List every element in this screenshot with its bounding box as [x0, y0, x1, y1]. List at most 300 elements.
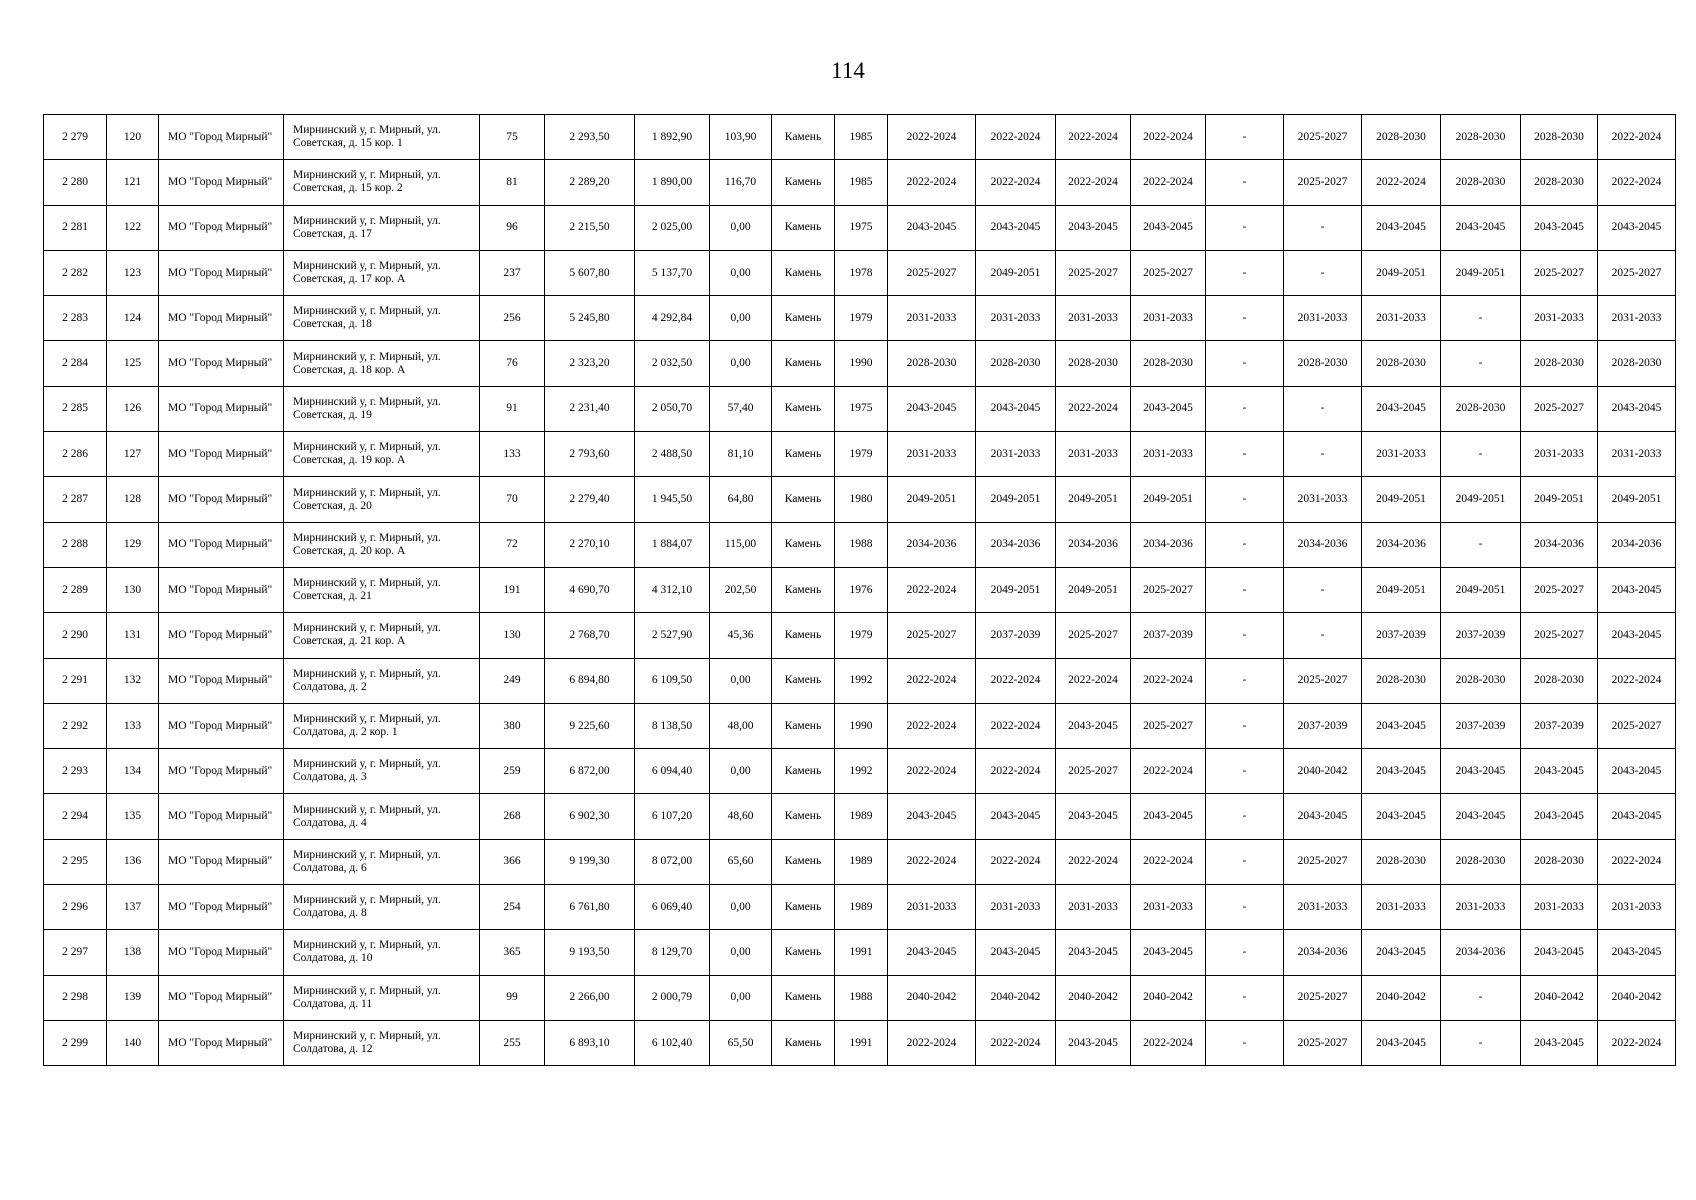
address-cell: Мирнинский у, г. Мирный, ул. Солдатова, д. 2 кор. 1 — [284, 703, 480, 748]
roof-repair-period-cell: 2025-2027 — [888, 613, 976, 658]
foundation-period-cell: - — [1284, 386, 1362, 431]
foundation-period-cell: - — [1284, 205, 1362, 250]
living-area-cell: 2 032,50 — [635, 341, 710, 386]
municipality-cell: МО "Город Мирный" — [159, 613, 284, 658]
electric-supply-period-cell: 2040-2042 — [1598, 975, 1676, 1020]
municipality-cell: МО "Город Мирный" — [159, 658, 284, 703]
construction-year-cell: 1990 — [835, 341, 888, 386]
residents-count-cell: 72 — [480, 522, 545, 567]
electric-supply-period-cell: 2043-2045 — [1598, 386, 1676, 431]
water-supply-period-cell: 2043-2045 — [1441, 794, 1521, 839]
heating-period-cell: 2028-2030 — [1362, 115, 1441, 160]
foundation-period-cell: 2031-2033 — [1284, 296, 1362, 341]
roof-repair-period-cell: 2043-2045 — [888, 930, 976, 975]
local-number-cell: 121 — [107, 160, 159, 205]
construction-year-cell: 1988 — [835, 975, 888, 1020]
local-number-cell: 138 — [107, 930, 159, 975]
registry-number-cell: 2 293 — [44, 749, 107, 794]
living-area-cell: 1 945,50 — [635, 477, 710, 522]
table-row — [44, 477, 1676, 522]
sewerage-period-cell: 2043-2045 — [1521, 930, 1598, 975]
table-row — [44, 794, 1676, 839]
total-area-cell: 2 768,70 — [545, 613, 635, 658]
non-residential-area-cell: 0,00 — [710, 975, 772, 1020]
address-cell: Мирнинский у, г. Мирный, ул. Советская, д. 20 кор. А — [284, 522, 480, 567]
residents-count-cell: 130 — [480, 613, 545, 658]
foundation-period-cell: 2025-2027 — [1284, 160, 1362, 205]
total-area-cell: 2 231,40 — [545, 386, 635, 431]
construction-year-cell: 1980 — [835, 477, 888, 522]
engineering-systems-period-cell: 2025-2027 — [1131, 567, 1206, 612]
total-area-cell: 9 199,30 — [545, 839, 635, 884]
local-number-cell: 132 — [107, 658, 159, 703]
table-row — [44, 703, 1676, 748]
facade-repair-period-cell: 2022-2024 — [976, 658, 1056, 703]
address-cell: Мирнинский у, г. Мирный, ул. Советская, д. 19 — [284, 386, 480, 431]
local-number-cell: 128 — [107, 477, 159, 522]
registry-number-cell: 2 294 — [44, 794, 107, 839]
total-area-cell: 2 323,20 — [545, 341, 635, 386]
facade-repair-period-cell: 2043-2045 — [976, 794, 1056, 839]
foundation-period-cell: 2025-2027 — [1284, 839, 1362, 884]
construction-year-cell: 1991 — [835, 930, 888, 975]
total-area-cell: 6 894,80 — [545, 658, 635, 703]
living-area-cell: 6 094,40 — [635, 749, 710, 794]
residents-count-cell: 380 — [480, 703, 545, 748]
engineering-systems-period-cell: 2022-2024 — [1131, 658, 1206, 703]
municipality-cell: МО "Город Мирный" — [159, 296, 284, 341]
basement-repair-period-cell: 2025-2027 — [1056, 613, 1131, 658]
residents-count-cell: 268 — [480, 794, 545, 839]
table-row — [44, 115, 1676, 160]
roof-repair-period-cell: 2040-2042 — [888, 975, 976, 1020]
construction-year-cell: 1978 — [835, 250, 888, 295]
non-residential-area-cell: 0,00 — [710, 930, 772, 975]
wall-material-cell: Камень — [772, 477, 835, 522]
construction-year-cell: 1976 — [835, 567, 888, 612]
wall-material-cell: Камень — [772, 522, 835, 567]
non-residential-area-cell: 115,00 — [710, 522, 772, 567]
engineering-systems-period-cell: 2043-2045 — [1131, 930, 1206, 975]
basement-repair-period-cell: 2022-2024 — [1056, 658, 1131, 703]
sewerage-period-cell: 2025-2027 — [1521, 567, 1598, 612]
living-area-cell: 4 292,84 — [635, 296, 710, 341]
foundation-period-cell: 2025-2027 — [1284, 658, 1362, 703]
residents-count-cell: 256 — [480, 296, 545, 341]
sewerage-period-cell: 2031-2033 — [1521, 432, 1598, 477]
residents-count-cell: 255 — [480, 1020, 545, 1065]
elevator-period-cell: - — [1206, 1020, 1284, 1065]
foundation-period-cell: 2028-2030 — [1284, 341, 1362, 386]
registry-number-cell: 2 283 — [44, 296, 107, 341]
foundation-period-cell: - — [1284, 613, 1362, 658]
address-cell: Мирнинский у, г. Мирный, ул. Солдатова, д. 4 — [284, 794, 480, 839]
facade-repair-period-cell: 2031-2033 — [976, 432, 1056, 477]
foundation-period-cell: 2037-2039 — [1284, 703, 1362, 748]
facade-repair-period-cell: 2034-2036 — [976, 522, 1056, 567]
local-number-cell: 139 — [107, 975, 159, 1020]
heating-period-cell: 2043-2045 — [1362, 794, 1441, 839]
elevator-period-cell: - — [1206, 749, 1284, 794]
water-supply-period-cell: 2028-2030 — [1441, 160, 1521, 205]
elevator-period-cell: - — [1206, 839, 1284, 884]
non-residential-area-cell: 103,90 — [710, 115, 772, 160]
living-area-cell: 6 102,40 — [635, 1020, 710, 1065]
local-number-cell: 133 — [107, 703, 159, 748]
sewerage-period-cell: 2043-2045 — [1521, 205, 1598, 250]
roof-repair-period-cell: 2022-2024 — [888, 749, 976, 794]
basement-repair-period-cell: 2031-2033 — [1056, 885, 1131, 930]
basement-repair-period-cell: 2040-2042 — [1056, 975, 1131, 1020]
registry-number-cell: 2 296 — [44, 885, 107, 930]
roof-repair-period-cell: 2022-2024 — [888, 160, 976, 205]
living-area-cell: 5 137,70 — [635, 250, 710, 295]
wall-material-cell: Камень — [772, 839, 835, 884]
water-supply-period-cell: 2031-2033 — [1441, 885, 1521, 930]
non-residential-area-cell: 0,00 — [710, 205, 772, 250]
water-supply-period-cell: 2049-2051 — [1441, 567, 1521, 612]
basement-repair-period-cell: 2031-2033 — [1056, 432, 1131, 477]
sewerage-period-cell: 2031-2033 — [1521, 296, 1598, 341]
registry-number-cell: 2 284 — [44, 341, 107, 386]
roof-repair-period-cell: 2034-2036 — [888, 522, 976, 567]
sewerage-period-cell: 2025-2027 — [1521, 250, 1598, 295]
electric-supply-period-cell: 2031-2033 — [1598, 296, 1676, 341]
sewerage-period-cell: 2034-2036 — [1521, 522, 1598, 567]
basement-repair-period-cell: 2049-2051 — [1056, 477, 1131, 522]
residents-count-cell: 237 — [480, 250, 545, 295]
facade-repair-period-cell: 2043-2045 — [976, 386, 1056, 431]
municipality-cell: МО "Город Мирный" — [159, 930, 284, 975]
municipality-cell: МО "Город Мирный" — [159, 522, 284, 567]
local-number-cell: 124 — [107, 296, 159, 341]
table-row — [44, 749, 1676, 794]
non-residential-area-cell: 0,00 — [710, 749, 772, 794]
residents-count-cell: 249 — [480, 658, 545, 703]
registry-number-cell: 2 288 — [44, 522, 107, 567]
wall-material-cell: Камень — [772, 975, 835, 1020]
living-area-cell: 2 050,70 — [635, 386, 710, 431]
engineering-systems-period-cell: 2025-2027 — [1131, 250, 1206, 295]
registry-number-cell: 2 281 — [44, 205, 107, 250]
address-cell: Мирнинский у, г. Мирный, ул. Солдатова, д. 6 — [284, 839, 480, 884]
table-row — [44, 658, 1676, 703]
water-supply-period-cell: 2037-2039 — [1441, 613, 1521, 658]
foundation-period-cell: 2034-2036 — [1284, 930, 1362, 975]
electric-supply-period-cell: 2028-2030 — [1598, 341, 1676, 386]
elevator-period-cell: - — [1206, 794, 1284, 839]
facade-repair-period-cell: 2043-2045 — [976, 205, 1056, 250]
water-supply-period-cell: 2043-2045 — [1441, 205, 1521, 250]
non-residential-area-cell: 65,60 — [710, 839, 772, 884]
local-number-cell: 126 — [107, 386, 159, 431]
heating-period-cell: 2040-2042 — [1362, 975, 1441, 1020]
elevator-period-cell: - — [1206, 115, 1284, 160]
wall-material-cell: Камень — [772, 613, 835, 658]
non-residential-area-cell: 0,00 — [710, 341, 772, 386]
heating-period-cell: 2031-2033 — [1362, 885, 1441, 930]
elevator-period-cell: - — [1206, 296, 1284, 341]
elevator-period-cell: - — [1206, 205, 1284, 250]
heating-period-cell: 2028-2030 — [1362, 839, 1441, 884]
basement-repair-period-cell: 2043-2045 — [1056, 794, 1131, 839]
local-number-cell: 125 — [107, 341, 159, 386]
basement-repair-period-cell: 2043-2045 — [1056, 930, 1131, 975]
water-supply-period-cell: 2049-2051 — [1441, 250, 1521, 295]
living-area-cell: 2 527,90 — [635, 613, 710, 658]
municipality-cell: МО "Город Мирный" — [159, 794, 284, 839]
non-residential-area-cell: 0,00 — [710, 250, 772, 295]
municipality-cell: МО "Город Мирный" — [159, 205, 284, 250]
construction-year-cell: 1989 — [835, 794, 888, 839]
total-area-cell: 2 289,20 — [545, 160, 635, 205]
wall-material-cell: Камень — [772, 115, 835, 160]
wall-material-cell: Камень — [772, 432, 835, 477]
roof-repair-period-cell: 2022-2024 — [888, 703, 976, 748]
engineering-systems-period-cell: 2031-2033 — [1131, 432, 1206, 477]
registry-number-cell: 2 279 — [44, 115, 107, 160]
residents-count-cell: 81 — [480, 160, 545, 205]
basement-repair-period-cell: 2043-2045 — [1056, 703, 1131, 748]
table-row — [44, 386, 1676, 431]
elevator-period-cell: - — [1206, 160, 1284, 205]
roof-repair-period-cell: 2022-2024 — [888, 839, 976, 884]
non-residential-area-cell: 65,50 — [710, 1020, 772, 1065]
heating-period-cell: 2031-2033 — [1362, 296, 1441, 341]
living-area-cell: 8 072,00 — [635, 839, 710, 884]
water-supply-period-cell: - — [1441, 432, 1521, 477]
total-area-cell: 2 215,50 — [545, 205, 635, 250]
non-residential-area-cell: 48,00 — [710, 703, 772, 748]
facade-repair-period-cell: 2049-2051 — [976, 250, 1056, 295]
engineering-systems-period-cell: 2040-2042 — [1131, 975, 1206, 1020]
electric-supply-period-cell: 2031-2033 — [1598, 432, 1676, 477]
roof-repair-period-cell: 2022-2024 — [888, 567, 976, 612]
table-row — [44, 1020, 1676, 1065]
facade-repair-period-cell: 2022-2024 — [976, 703, 1056, 748]
roof-repair-period-cell: 2031-2033 — [888, 885, 976, 930]
total-area-cell: 6 893,10 — [545, 1020, 635, 1065]
construction-year-cell: 1992 — [835, 658, 888, 703]
heating-period-cell: 2043-2045 — [1362, 749, 1441, 794]
foundation-period-cell: 2031-2033 — [1284, 477, 1362, 522]
registry-number-cell: 2 280 — [44, 160, 107, 205]
local-number-cell: 131 — [107, 613, 159, 658]
water-supply-period-cell: - — [1441, 1020, 1521, 1065]
basement-repair-period-cell: 2049-2051 — [1056, 567, 1131, 612]
sewerage-period-cell: 2025-2027 — [1521, 386, 1598, 431]
total-area-cell: 9 225,60 — [545, 703, 635, 748]
non-residential-area-cell: 202,50 — [710, 567, 772, 612]
table-row — [44, 567, 1676, 612]
roof-repair-period-cell: 2022-2024 — [888, 115, 976, 160]
registry-number-cell: 2 292 — [44, 703, 107, 748]
table-body — [44, 115, 1676, 1066]
address-cell: Мирнинский у, г. Мирный, ул. Солдатова, д. 3 — [284, 749, 480, 794]
sewerage-period-cell: 2037-2039 — [1521, 703, 1598, 748]
foundation-period-cell: - — [1284, 250, 1362, 295]
registry-number-cell: 2 289 — [44, 567, 107, 612]
electric-supply-period-cell: 2022-2024 — [1598, 1020, 1676, 1065]
elevator-period-cell: - — [1206, 522, 1284, 567]
non-residential-area-cell: 81,10 — [710, 432, 772, 477]
local-number-cell: 137 — [107, 885, 159, 930]
facade-repair-period-cell: 2022-2024 — [976, 1020, 1056, 1065]
table-row — [44, 432, 1676, 477]
registry-number-cell: 2 282 — [44, 250, 107, 295]
elevator-period-cell: - — [1206, 930, 1284, 975]
municipality-cell: МО "Город Мирный" — [159, 885, 284, 930]
local-number-cell: 129 — [107, 522, 159, 567]
local-number-cell: 140 — [107, 1020, 159, 1065]
electric-supply-period-cell: 2049-2051 — [1598, 477, 1676, 522]
construction-year-cell: 1975 — [835, 205, 888, 250]
roof-repair-period-cell: 2031-2033 — [888, 296, 976, 341]
heating-period-cell: 2049-2051 — [1362, 477, 1441, 522]
basement-repair-period-cell: 2025-2027 — [1056, 749, 1131, 794]
engineering-systems-period-cell: 2028-2030 — [1131, 341, 1206, 386]
residents-count-cell: 99 — [480, 975, 545, 1020]
construction-year-cell: 1975 — [835, 386, 888, 431]
table-row — [44, 341, 1676, 386]
sewerage-period-cell: 2043-2045 — [1521, 749, 1598, 794]
basement-repair-period-cell: 2028-2030 — [1056, 341, 1131, 386]
living-area-cell: 8 129,70 — [635, 930, 710, 975]
address-cell: Мирнинский у, г. Мирный, ул. Солдатова, д. 2 — [284, 658, 480, 703]
construction-year-cell: 1990 — [835, 703, 888, 748]
heating-period-cell: 2043-2045 — [1362, 205, 1441, 250]
heating-period-cell: 2043-2045 — [1362, 1020, 1441, 1065]
construction-year-cell: 1979 — [835, 613, 888, 658]
municipality-cell: МО "Город Мирный" — [159, 432, 284, 477]
municipality-cell: МО "Город Мирный" — [159, 975, 284, 1020]
wall-material-cell: Камень — [772, 296, 835, 341]
elevator-period-cell: - — [1206, 658, 1284, 703]
facade-repair-period-cell: 2043-2045 — [976, 930, 1056, 975]
electric-supply-period-cell: 2043-2045 — [1598, 205, 1676, 250]
construction-year-cell: 1992 — [835, 749, 888, 794]
water-supply-period-cell: - — [1441, 975, 1521, 1020]
elevator-period-cell: - — [1206, 341, 1284, 386]
wall-material-cell: Камень — [772, 658, 835, 703]
registry-number-cell: 2 295 — [44, 839, 107, 884]
water-supply-period-cell: 2037-2039 — [1441, 703, 1521, 748]
facade-repair-period-cell: 2022-2024 — [976, 749, 1056, 794]
engineering-systems-period-cell: 2022-2024 — [1131, 749, 1206, 794]
sewerage-period-cell: 2028-2030 — [1521, 658, 1598, 703]
construction-year-cell: 1979 — [835, 432, 888, 477]
address-cell: Мирнинский у, г. Мирный, ул. Советская, д. 17 — [284, 205, 480, 250]
wall-material-cell: Камень — [772, 567, 835, 612]
residents-count-cell: 365 — [480, 930, 545, 975]
engineering-systems-period-cell: 2043-2045 — [1131, 794, 1206, 839]
basement-repair-period-cell: 2022-2024 — [1056, 115, 1131, 160]
water-supply-period-cell: - — [1441, 296, 1521, 341]
wall-material-cell: Камень — [772, 703, 835, 748]
elevator-period-cell: - — [1206, 386, 1284, 431]
electric-supply-period-cell: 2043-2045 — [1598, 613, 1676, 658]
engineering-systems-period-cell: 2037-2039 — [1131, 613, 1206, 658]
wall-material-cell: Камень — [772, 205, 835, 250]
residents-count-cell: 70 — [480, 477, 545, 522]
facade-repair-period-cell: 2022-2024 — [976, 115, 1056, 160]
address-cell: Мирнинский у, г. Мирный, ул. Советская, д. 18 — [284, 296, 480, 341]
living-area-cell: 2 025,00 — [635, 205, 710, 250]
local-number-cell: 134 — [107, 749, 159, 794]
electric-supply-period-cell: 2031-2033 — [1598, 885, 1676, 930]
non-residential-area-cell: 0,00 — [710, 885, 772, 930]
construction-year-cell: 1991 — [835, 1020, 888, 1065]
elevator-period-cell: - — [1206, 975, 1284, 1020]
non-residential-area-cell: 57,40 — [710, 386, 772, 431]
registry-number-cell: 2 286 — [44, 432, 107, 477]
facade-repair-period-cell: 2031-2033 — [976, 885, 1056, 930]
table-row — [44, 160, 1676, 205]
basement-repair-period-cell: 2022-2024 — [1056, 160, 1131, 205]
sewerage-period-cell: 2043-2045 — [1521, 794, 1598, 839]
facade-repair-period-cell: 2022-2024 — [976, 160, 1056, 205]
local-number-cell: 120 — [107, 115, 159, 160]
basement-repair-period-cell: 2043-2045 — [1056, 205, 1131, 250]
address-cell: Мирнинский у, г. Мирный, ул. Советская, д. 18 кор. А — [284, 341, 480, 386]
address-cell: Мирнинский у, г. Мирный, ул. Советская, д. 21 — [284, 567, 480, 612]
living-area-cell: 1 892,90 — [635, 115, 710, 160]
municipality-cell: МО "Город Мирный" — [159, 341, 284, 386]
wall-material-cell: Камень — [772, 160, 835, 205]
facade-repair-period-cell: 2049-2051 — [976, 567, 1056, 612]
foundation-period-cell: 2034-2036 — [1284, 522, 1362, 567]
construction-year-cell: 1985 — [835, 160, 888, 205]
wall-material-cell: Камень — [772, 930, 835, 975]
water-supply-period-cell: - — [1441, 522, 1521, 567]
sewerage-period-cell: 2028-2030 — [1521, 839, 1598, 884]
wall-material-cell: Камень — [772, 885, 835, 930]
municipality-cell: МО "Город Мирный" — [159, 115, 284, 160]
address-cell: Мирнинский у, г. Мирный, ул. Советская, д. 21 кор. А — [284, 613, 480, 658]
heating-period-cell: 2028-2030 — [1362, 658, 1441, 703]
roof-repair-period-cell: 2022-2024 — [888, 1020, 976, 1065]
water-supply-period-cell: 2028-2030 — [1441, 386, 1521, 431]
construction-year-cell: 1979 — [835, 296, 888, 341]
wall-material-cell: Камень — [772, 386, 835, 431]
water-supply-period-cell: 2028-2030 — [1441, 115, 1521, 160]
heating-period-cell: 2043-2045 — [1362, 930, 1441, 975]
address-cell: Мирнинский у, г. Мирный, ул. Советская, д. 20 — [284, 477, 480, 522]
living-area-cell: 4 312,10 — [635, 567, 710, 612]
roof-repair-period-cell: 2049-2051 — [888, 477, 976, 522]
municipality-cell: МО "Город Мирный" — [159, 160, 284, 205]
electric-supply-period-cell: 2022-2024 — [1598, 160, 1676, 205]
address-cell: Мирнинский у, г. Мирный, ул. Советская, д. 15 кор. 2 — [284, 160, 480, 205]
local-number-cell: 136 — [107, 839, 159, 884]
wall-material-cell: Камень — [772, 749, 835, 794]
table-row — [44, 522, 1676, 567]
engineering-systems-period-cell: 2031-2033 — [1131, 296, 1206, 341]
foundation-period-cell: 2025-2027 — [1284, 115, 1362, 160]
sewerage-period-cell: 2028-2030 — [1521, 115, 1598, 160]
total-area-cell: 5 245,80 — [545, 296, 635, 341]
elevator-period-cell: - — [1206, 703, 1284, 748]
address-cell: Мирнинский у, г. Мирный, ул. Советская, д. 17 кор. А — [284, 250, 480, 295]
table-row — [44, 296, 1676, 341]
basement-repair-period-cell: 2031-2033 — [1056, 296, 1131, 341]
electric-supply-period-cell: 2022-2024 — [1598, 115, 1676, 160]
basement-repair-period-cell: 2025-2027 — [1056, 250, 1131, 295]
roof-repair-period-cell: 2028-2030 — [888, 341, 976, 386]
non-residential-area-cell: 0,00 — [710, 296, 772, 341]
registry-number-cell: 2 290 — [44, 613, 107, 658]
local-number-cell: 135 — [107, 794, 159, 839]
